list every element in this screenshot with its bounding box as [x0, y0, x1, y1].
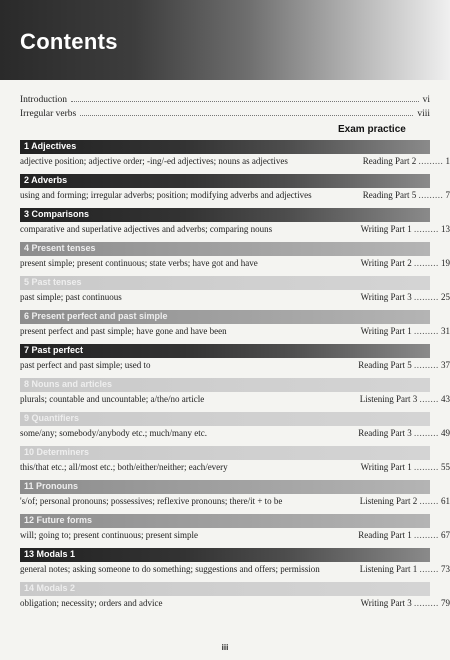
unit-row[interactable]	[20, 582, 450, 618]
unit-description: past simple; past continuous	[20, 292, 122, 302]
dot-leader: .......	[419, 564, 439, 574]
unit-title: 6 Present perfect and past simple	[24, 311, 168, 321]
exam-part: Listening Part 3	[359, 394, 418, 404]
toc-entry-label: Irregular verbs	[20, 109, 77, 119]
exam-practice-ref	[338, 292, 450, 302]
exam-practice-ref	[338, 190, 450, 200]
exam-practice-ref	[338, 564, 450, 574]
dot-leader: .........	[414, 292, 439, 302]
exam-part: Writing Part 1	[360, 462, 412, 472]
exam-practice-ref	[338, 394, 450, 404]
unit-description: using and forming; irregular adverbs; position; modifying adverbs and adjectives	[20, 190, 312, 200]
unit-row[interactable]	[20, 480, 450, 516]
exam-part: Reading Part 3	[358, 428, 412, 438]
exam-page: 49	[441, 428, 450, 438]
unit-description: plurals; countable and uncountable; a/the/no article	[20, 394, 205, 404]
unit-title-bar	[20, 514, 430, 528]
exam-practice-ref	[338, 530, 450, 540]
exam-page: 37	[441, 360, 450, 370]
dot-leader: .........	[418, 156, 444, 166]
unit-description: past perfect and past simple; used to	[20, 360, 151, 370]
unit-row[interactable]	[20, 242, 450, 278]
exam-page: 13	[441, 224, 450, 234]
unit-title-bar	[20, 548, 430, 562]
unit-title-bar	[20, 344, 430, 358]
exam-page: 43	[441, 394, 450, 404]
exam-practice-ref	[338, 428, 450, 438]
unit-title: 5 Past tenses	[24, 277, 82, 287]
unit-row[interactable]	[20, 412, 450, 448]
unit-description: general notes; asking someone to do something; suggestions and offers; permission	[20, 564, 320, 574]
unit-title: 11 Pronouns	[24, 481, 79, 491]
dot-leader	[71, 101, 419, 102]
unit-title-bar	[20, 174, 430, 188]
unit-description: present simple; present continuous; state verbs; have got and have	[20, 258, 258, 268]
unit-title: 4 Present tenses	[24, 243, 96, 253]
unit-title: 13 Modals 1	[24, 549, 76, 559]
unit-title-bar	[20, 412, 430, 426]
toc-entry-introduction[interactable]	[20, 91, 430, 105]
unit-title: 9 Quantifiers	[24, 413, 80, 423]
unit-title: 7 Past perfect	[24, 345, 84, 355]
exam-practice-ref	[338, 326, 450, 336]
unit-title-bar	[20, 582, 430, 596]
unit-title: 14 Modals 2	[24, 583, 76, 593]
unit-row[interactable]	[20, 548, 450, 584]
dot-leader	[80, 115, 413, 116]
exam-practice-ref	[338, 462, 450, 472]
unit-row[interactable]	[20, 310, 450, 346]
unit-row[interactable]	[20, 514, 450, 550]
unit-description: will; going to; present continuous; present simple	[20, 530, 198, 540]
unit-description: adjective position; adjective order; -ing/-ed adjectives; nouns as adjectives	[20, 156, 288, 166]
exam-page: 73	[441, 564, 450, 574]
exam-part: Reading Part 5	[358, 360, 412, 370]
unit-title: 8 Nouns and articles	[24, 379, 113, 389]
unit-row[interactable]	[20, 344, 450, 380]
exam-practice-ref	[338, 258, 450, 268]
unit-row[interactable]	[20, 208, 450, 244]
exam-part: Writing Part 1	[360, 224, 412, 234]
exam-part: Listening Part 2	[359, 496, 418, 506]
exam-page: 67	[441, 530, 450, 540]
unit-row[interactable]	[20, 174, 450, 210]
exam-page: 31	[441, 326, 450, 336]
dot-leader: .........	[414, 326, 439, 336]
unit-row[interactable]	[20, 140, 450, 176]
exam-page: 79	[441, 598, 450, 608]
dot-leader: .........	[414, 462, 439, 472]
exam-part: Writing Part 3	[360, 598, 412, 608]
exam-part: Reading Part 2	[362, 156, 417, 166]
unit-row[interactable]	[20, 378, 450, 414]
toc-entry-page: viii	[417, 109, 430, 119]
dot-leader: .........	[414, 530, 439, 540]
exam-part: Writing Part 2	[360, 258, 412, 268]
exam-practice-ref	[338, 224, 450, 234]
unit-description: comparative and superlative adjectives and adverbs; comparing nouns	[20, 224, 273, 234]
unit-title: 12 Future forms	[24, 515, 93, 525]
unit-title-bar	[20, 276, 430, 290]
unit-title: 1 Adjectives	[24, 141, 77, 151]
page-title: Contents	[20, 29, 118, 54]
contents-header-band	[0, 0, 450, 80]
exam-practice-ref	[338, 156, 450, 166]
unit-title-bar	[20, 480, 430, 494]
unit-title-bar	[20, 446, 430, 460]
exam-practice-ref	[338, 360, 450, 370]
exam-practice-heading: Exam practice	[338, 124, 406, 135]
exam-part: Reading Part 5	[362, 190, 417, 200]
dot-leader: .......	[419, 394, 439, 404]
unit-row[interactable]	[20, 446, 450, 482]
toc-entry-page: vi	[422, 95, 430, 105]
exam-practice-ref	[338, 598, 450, 608]
unit-title: 3 Comparisons	[24, 209, 90, 219]
exam-part: Writing Part 1	[360, 326, 412, 336]
unit-title-bar	[20, 310, 430, 324]
dot-leader: .........	[414, 360, 439, 370]
exam-part: Listening Part 1	[359, 564, 418, 574]
unit-title: 2 Adverbs	[24, 175, 68, 185]
exam-page: 55	[441, 462, 450, 472]
unit-title-bar	[20, 242, 430, 256]
unit-description: 's/of; personal pronouns; possessives; reflexive pronouns; there/it + to be	[20, 496, 283, 506]
unit-title-bar	[20, 378, 430, 392]
exam-page: 19	[441, 258, 450, 268]
dot-leader: .........	[418, 190, 444, 200]
unit-title: 10 Determiners	[24, 447, 90, 457]
exam-page: 1	[445, 156, 450, 166]
dot-leader: .........	[414, 224, 439, 234]
toc-entry-label: Introduction	[20, 95, 67, 105]
exam-page: 61	[441, 496, 450, 506]
dot-leader: .........	[414, 598, 439, 608]
unit-title-bar	[20, 208, 430, 222]
page-number: iii	[221, 643, 229, 652]
dot-leader: .........	[414, 428, 439, 438]
unit-description: some/any; somebody/anybody etc.; much/many etc.	[20, 428, 207, 438]
exam-page: 7	[445, 190, 450, 200]
dot-leader: .......	[419, 496, 439, 506]
unit-row[interactable]	[20, 276, 450, 312]
dot-leader: .........	[414, 258, 439, 268]
toc-entry-irregular-verbs[interactable]	[20, 105, 430, 119]
exam-practice-ref	[338, 496, 450, 506]
exam-part: Reading Part 1	[358, 530, 412, 540]
exam-page: 25	[441, 292, 450, 302]
exam-part: Writing Part 3	[360, 292, 412, 302]
unit-description: this/that etc.; all/most etc.; both/either/neither; each/every	[20, 462, 228, 472]
unit-description: obligation; necessity; orders and advice	[20, 598, 163, 608]
unit-description: present perfect and past simple; have gone and have been	[20, 326, 227, 336]
unit-title-bar	[20, 140, 430, 154]
